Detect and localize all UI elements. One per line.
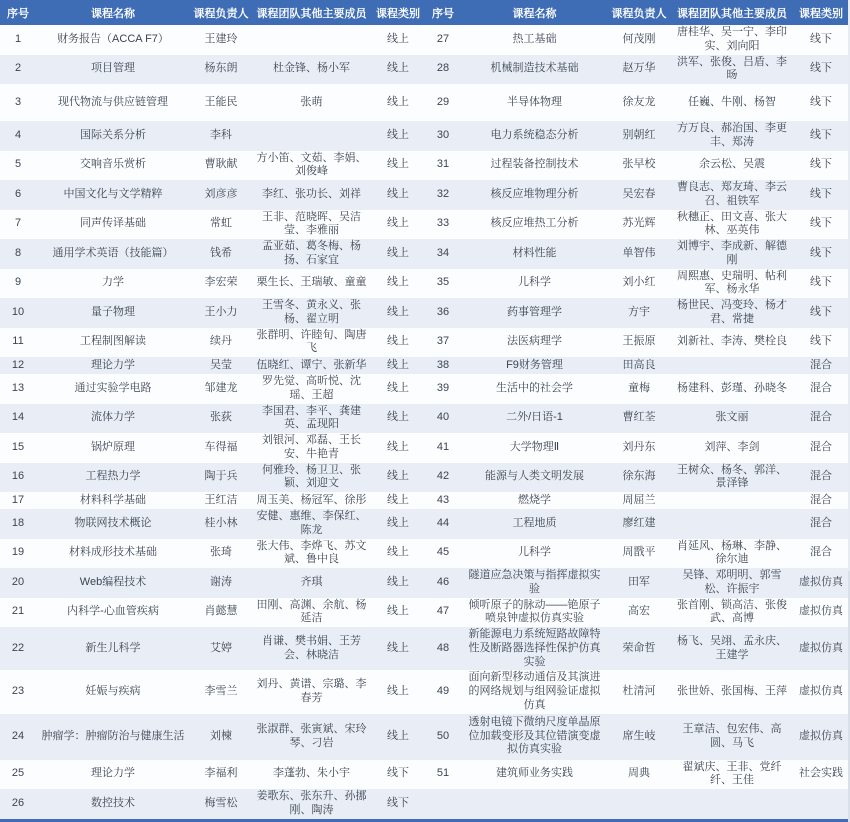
category-cell-right: 虚拟仿真 (799, 729, 843, 742)
col-header-seq-right: 序号 (425, 0, 461, 25)
category-cell-left: 线上 (387, 158, 409, 171)
members-cell-left: 方小笛、文茹、李娟、刘俊峰 (256, 151, 367, 178)
leader-cell-right: 方宇 (628, 305, 650, 318)
members-cell-left: 张淑群、张寅斌、宋玲琴、刁岩 (256, 722, 367, 749)
leader-cell-left: 张荻 (210, 411, 232, 424)
leader-cell-right: 童梅 (628, 381, 650, 394)
category-cell-left: 线上 (387, 605, 409, 618)
course-name-cell-right: 面向新型移动通信及其演进的网络规划与组网验证虚拟仿真 (468, 671, 601, 711)
course-name-cell-left: 项目管理 (91, 62, 135, 75)
category-cell-right: 线下 (810, 276, 832, 289)
leader-cell-left: 车得福 (204, 440, 238, 453)
course-row (0, 210, 848, 240)
category-cell-left: 线上 (387, 217, 409, 230)
course-row (0, 84, 848, 121)
course-name-cell-right: F9财务管理 (506, 358, 563, 371)
leader-cell-left: 钱希 (210, 246, 232, 259)
seq-cell-right: 35 (436, 276, 450, 289)
seq-cell-right: 32 (436, 187, 450, 200)
course-row (0, 374, 848, 404)
seq-cell-left: 1 (14, 32, 22, 45)
leader-cell-left: 谢涛 (210, 575, 232, 588)
leader-cell-right: 田高良 (622, 358, 656, 371)
category-cell-left: 线上 (387, 246, 409, 259)
course-name-cell-right: 大学物理Ⅱ (509, 440, 560, 453)
seq-cell-right: 49 (436, 685, 450, 697)
seq-cell-left: 5 (14, 158, 22, 171)
seq-cell-right: 29 (436, 95, 450, 108)
members-cell-left: 伍晓红、谭宁、张新华 (256, 358, 367, 371)
category-cell-right: 线下 (810, 95, 832, 108)
col-header-members-right: 课程团队其他主要成员 (670, 0, 794, 25)
course-name-cell-right: 生活中的社会学 (496, 381, 573, 394)
members-cell-right (670, 492, 794, 509)
leader-cell-right: 荣命哲 (622, 641, 656, 654)
seq-cell-left: 19 (11, 546, 25, 559)
members-cell-left: 张群明、许睦旬、陶唐飞 (256, 328, 367, 355)
members-cell-left: 罗先觉、高昕悦、沈瑶、王超 (262, 375, 361, 401)
category-cell-right: 线下 (810, 158, 832, 171)
course-name-cell-left: 通过实验学电路 (74, 381, 152, 394)
seq-cell-left: 16 (11, 470, 25, 483)
leader-cell-right: 赵万华 (622, 62, 656, 75)
seq-cell-left: 4 (14, 128, 22, 141)
members-cell-right: 曹良志、郑友琦、李云召、祖铁军 (677, 181, 787, 207)
course-row (0, 714, 848, 760)
course-name-cell-right: 机械制造技术基础 (490, 62, 579, 75)
members-cell-right: 张首刚、锁高洁、张俊武、高博 (677, 598, 787, 625)
members-cell-right: 刘博宇、李成新、解德刚 (677, 240, 787, 266)
members-cell-left: 李红、张功长、刘祥 (262, 187, 361, 200)
category-cell-right: 混合 (810, 546, 832, 559)
category-cell-left: 线上 (387, 128, 409, 141)
course-name-cell-left: 内科学-心血管疾病 (67, 605, 159, 618)
seq-cell-left: 12 (11, 358, 25, 371)
seq-cell-left: 13 (11, 381, 25, 394)
members-cell-right: 杨飞、吴翊、孟永庆、王建学 (677, 634, 787, 661)
seq-cell-left: 20 (11, 575, 25, 588)
course-name-cell-right: 能源与人类文明发展 (485, 470, 584, 483)
category-cell-right: 混合 (810, 411, 832, 424)
members-cell-right: 翟斌庆、王非、党纤纤、王佳 (682, 760, 782, 787)
category-cell-left: 线上 (387, 335, 409, 348)
category-cell-left: 线上 (387, 493, 409, 506)
members-cell-left: 李蓬勃、朱小宇 (273, 767, 350, 780)
leader-cell-right: 单智伟 (622, 246, 656, 259)
category-cell-right: 线下 (810, 32, 832, 45)
course-row (0, 55, 848, 85)
seq-cell-left: 14 (11, 411, 25, 424)
members-cell-left: 肖谦、樊书娟、王芳会、林晓洁 (262, 634, 361, 661)
leader-cell-left: 王红洁 (204, 493, 238, 506)
seq-cell-right: 45 (436, 546, 450, 559)
members-cell-left: 王雪冬、黄永义、张杨、翟立明 (262, 299, 361, 325)
category-cell-left: 线下 (387, 767, 409, 780)
course-name-cell-right: 儿科学 (518, 546, 551, 559)
seq-cell-right: 50 (436, 729, 450, 742)
leader-cell-left: 吴莹 (210, 358, 232, 371)
leader-cell-left: 桂小林 (204, 516, 238, 529)
category-cell-right: 线下 (810, 246, 832, 259)
col-header-course-right: 课程名称 (461, 0, 608, 25)
seq-cell-right: 46 (436, 575, 450, 588)
seq-cell-left: 17 (11, 493, 25, 506)
seq-cell-left: 22 (11, 641, 25, 654)
course-name-cell-left: 工程制图解读 (80, 335, 146, 348)
members-cell-left: 周玉美、杨冠军、徐彤 (256, 493, 367, 506)
course-row (0, 328, 848, 358)
category-cell-left: 线上 (387, 470, 409, 483)
seq-cell-left: 2 (14, 62, 22, 75)
category-cell-left: 线上 (387, 411, 409, 424)
members-cell-right (670, 357, 794, 374)
category-cell-left: 线上 (387, 381, 409, 394)
seq-cell-left: 3 (14, 95, 22, 108)
leader-cell-right: 徐友龙 (622, 95, 656, 108)
seq-cell-right: 33 (436, 217, 450, 230)
course-row (0, 121, 848, 151)
seq-cell-right: 40 (436, 411, 450, 424)
course-name-cell-left: 通用学术英语（技能篇） (52, 246, 174, 259)
seq-cell-left: 21 (11, 605, 25, 618)
seq-cell-left: 7 (14, 217, 22, 230)
course-name-cell-right: 药事管理学 (507, 305, 562, 318)
members-cell-left: 栗生长、王瑞敏、童童 (256, 276, 367, 289)
seq-cell-right: 42 (436, 470, 450, 483)
course-name-cell-right: 新能源电力系统短路故障特性及断路器选择性保护仿真实验 (468, 628, 601, 668)
category-cell-right: 线下 (810, 128, 832, 141)
leader-cell-right: 别朝红 (622, 128, 656, 141)
course-name-cell-left: 中国文化与文学精粹 (63, 187, 163, 200)
leader-cell-right: 田军 (628, 575, 650, 588)
course-name-cell-right: 燃烧学 (518, 493, 551, 506)
leader-cell-right: 周典 (628, 767, 650, 780)
members-cell-right: 方万良、郝治国、李更丰、郑涛 (677, 122, 787, 148)
members-cell-right: 肖延风、杨琳、李静、徐尔迪 (677, 539, 787, 566)
course-name-cell-right: 透射电镜下微纳尺度单晶原位加载变形及其位错演变虚拟仿真实验 (468, 715, 601, 756)
course-name-cell-left: 量子物理 (91, 305, 135, 318)
course-name-cell-left: 锅炉原理 (91, 440, 135, 453)
category-cell-right: 线下 (810, 217, 832, 230)
seq-cell-right: 51 (436, 767, 450, 780)
seq-cell-right: 31 (436, 158, 450, 171)
category-cell-left: 线上 (387, 305, 409, 318)
course-name-cell-left: 同声传译基础 (80, 217, 146, 230)
leader-cell-right: 刘小红 (622, 276, 656, 289)
course-row (0, 539, 848, 569)
members-cell-right: 刘新社、李涛、樊栓良 (677, 335, 787, 348)
members-cell-left: 齐琪 (300, 575, 323, 588)
seq-cell-left: 9 (14, 276, 22, 289)
category-cell-right: 社会实践 (799, 767, 843, 780)
leader-cell-left: 李福利 (204, 767, 238, 780)
course-row (0, 180, 848, 210)
category-cell-right: 混合 (810, 358, 832, 371)
leader-cell-left: 李雪兰 (204, 685, 238, 697)
leader-cell-right: 高宏 (628, 605, 650, 618)
members-cell-left: 张大伟、李烨飞、苏文斌、鲁中良 (256, 539, 367, 566)
course-name-cell-left: 现代物流与供应链管理 (58, 95, 168, 108)
leader-cell-right: 杜清河 (622, 685, 656, 697)
course-row (0, 492, 848, 509)
leader-cell-left: 常虹 (210, 217, 232, 230)
course-name-cell-right: 隧道应急决策与指挥虚拟实验 (468, 569, 601, 595)
members-cell-right: 杨世民、冯变玲、杨才君、常捷 (677, 299, 787, 325)
category-cell-left: 线下 (387, 796, 409, 809)
seq-cell-right: 47 (436, 605, 450, 618)
category-cell-right: 混合 (810, 493, 832, 506)
category-cell-right: 虚拟仿真 (799, 605, 843, 618)
course-name-cell-left: 工程热力学 (85, 470, 141, 483)
course-row (0, 463, 848, 493)
category-cell-right: 线下 (810, 335, 832, 348)
course-row (0, 760, 848, 790)
seq-cell-left: 10 (11, 305, 25, 318)
leader-cell-left: 刘楝 (210, 729, 232, 742)
leader-cell-right: 王振原 (622, 335, 656, 348)
course-name-cell-left: 国际关系分析 (80, 128, 146, 141)
course-row (0, 298, 848, 328)
members-cell-right: 任巍、牛刚、杨智 (688, 95, 776, 108)
seq-cell-left: 25 (11, 767, 25, 780)
members-cell-left: 王非、范晓晖、吴洁莹、李雅丽 (262, 210, 361, 237)
course-row (0, 509, 848, 539)
category-cell-right: 虚拟仿真 (799, 641, 843, 654)
category-cell-left: 线上 (387, 62, 409, 75)
category-cell-left: 线上 (387, 95, 409, 108)
course-name-cell-left: 材料科学基础 (80, 493, 146, 506)
seq-cell-left: 15 (11, 440, 25, 453)
category-cell-left: 线上 (387, 440, 409, 453)
category-cell-right: 线下 (810, 305, 832, 318)
members-cell-right: 秋穗正、田文喜、张大林、巫英伟 (677, 210, 787, 237)
category-cell-right: 线下 (810, 187, 832, 200)
leader-cell-right (608, 789, 670, 820)
category-cell-left: 线上 (387, 546, 409, 559)
members-cell-right (670, 789, 794, 820)
course-row (0, 404, 848, 434)
seq-cell-left: 6 (14, 187, 22, 200)
course-name-cell-left: 财务报告（ACCA F7） (57, 32, 169, 45)
seq-cell-left: 24 (11, 729, 25, 742)
seq-cell-right: 30 (436, 128, 450, 141)
members-cell-left: 姜歌东、张东升、孙挪刚、陶涛 (256, 790, 367, 816)
seq-cell-right: 38 (436, 358, 450, 371)
course-name-cell-right: 核反应堆热工分析 (490, 217, 579, 230)
seq-cell-right: 39 (436, 381, 450, 394)
category-cell-right: 混合 (810, 470, 832, 483)
members-cell-left: 孟亚茹、葛冬梅、杨扬、石家宜 (262, 240, 361, 266)
course-name-cell-left: 材料成形技术基础 (69, 546, 157, 559)
members-cell-left: 李国君、李平、龚建英、孟现阳 (262, 404, 361, 431)
course-name-cell-left: 新生儿科学 (85, 641, 141, 654)
leader-cell-left: 梅雪松 (204, 796, 238, 809)
category-cell-left: 线上 (387, 729, 409, 742)
leader-cell-left: 张琦 (210, 546, 232, 559)
course-name-cell-left: 肿瘤学：肿瘤防治与健康生活 (41, 729, 185, 742)
members-cell-right: 刘萍、李剑 (704, 440, 760, 453)
category-cell-right: 虚拟仿真 (799, 575, 843, 588)
course-name-cell-right: 工程地质 (512, 516, 557, 529)
members-cell-left (252, 121, 371, 151)
course-row (0, 789, 848, 820)
seq-cell-right: 34 (436, 246, 450, 259)
course-name-cell-right: 建筑师业务实践 (496, 767, 573, 780)
members-cell-right: 唐桂华、吴一宁、李印实、刘向阳 (677, 26, 787, 52)
seq-cell-right: 48 (436, 641, 450, 654)
seq-cell-right: 44 (436, 516, 450, 529)
category-cell-right: 线下 (810, 62, 832, 75)
category-cell-left: 线上 (387, 575, 409, 588)
leader-cell-left: 刘彦彦 (204, 187, 238, 200)
leader-cell-right: 苏光辉 (622, 217, 656, 230)
seq-cell-right: 41 (436, 440, 450, 453)
course-row (0, 627, 848, 670)
leader-cell-right: 徐东海 (622, 470, 656, 483)
leader-cell-right: 刘丹东 (622, 440, 656, 453)
course-row (0, 151, 848, 181)
course-row (0, 568, 848, 598)
course-name-cell-right (461, 789, 608, 820)
members-cell-left (252, 25, 371, 55)
members-cell-left: 张萌 (300, 95, 323, 108)
course-row (0, 433, 848, 463)
category-cell-left: 线上 (387, 358, 409, 371)
leader-cell-right: 周屈兰 (622, 493, 656, 506)
seq-cell-right: 37 (436, 335, 450, 348)
members-cell-left: 何雅玲、杨卫卫、张颖、刘迎文 (262, 463, 361, 490)
members-cell-right: 吴锋、邓明明、郭雪松、许振宇 (682, 569, 782, 595)
seq-cell-left: 8 (14, 246, 22, 259)
members-cell-left: 安健、惠维、李保红、陈龙 (256, 510, 367, 536)
category-cell-left: 线上 (387, 685, 409, 697)
category-cell-right: 混合 (810, 516, 832, 529)
seq-cell-left: 23 (11, 685, 25, 697)
members-cell-left: 田刚、高渊、余航、杨延洁 (256, 598, 367, 625)
course-name-cell-right: 半导体物理 (507, 95, 562, 108)
category-cell-right: 混合 (810, 440, 832, 453)
seq-cell-left: 26 (11, 796, 25, 809)
category-cell-left: 线上 (387, 276, 409, 289)
leader-cell-right: 周戬平 (622, 546, 656, 559)
leader-cell-left: 王小力 (204, 305, 238, 318)
leader-cell-right: 席生岐 (622, 729, 656, 742)
seq-cell-right: 27 (436, 32, 450, 45)
leader-cell-left: 李宏荣 (204, 276, 238, 289)
seq-cell-right (425, 789, 461, 820)
leader-cell-left: 邹建龙 (204, 381, 238, 394)
course-name-cell-left: 理论力学 (91, 358, 135, 371)
leader-cell-right: 张早校 (622, 158, 656, 171)
leader-cell-left: 肖懿慧 (204, 605, 238, 618)
category-cell-left: 线上 (387, 516, 409, 529)
table-body (0, 25, 848, 820)
course-row (0, 357, 848, 374)
course-name-cell-left: 流体力学 (91, 411, 135, 424)
table-header-row (0, 0, 848, 25)
seq-cell-right: 28 (436, 62, 450, 75)
members-cell-right: 张文丽 (715, 411, 749, 424)
course-row (0, 269, 848, 299)
course-name-cell-right: 材料性能 (512, 246, 557, 259)
course-name-cell-right: 法医病理学 (507, 335, 562, 348)
seq-cell-left: 11 (12, 335, 24, 348)
col-header-members-left: 课程团队其他主要成员 (252, 0, 371, 25)
course-name-cell-right: 二外/日语-1 (506, 411, 563, 424)
leader-cell-right: 廖红建 (622, 516, 656, 529)
course-name-cell-left: 交响音乐赏析 (80, 158, 146, 171)
members-cell-right: 杨建科、彭瑾、孙晓冬 (677, 381, 787, 394)
seq-cell-right: 43 (436, 493, 450, 506)
members-cell-right: 洪军、张俊、吕盾、李旸 (677, 55, 787, 82)
members-cell-right: 张世娇、张国梅、王萍 (677, 685, 787, 697)
leader-cell-right: 何茂刚 (622, 32, 656, 45)
members-cell-right: 王章洁、包宏伟、高圆、马飞 (682, 722, 782, 749)
seq-cell-right: 36 (436, 305, 450, 318)
course-name-cell-left: 妊娠与疾病 (85, 685, 141, 697)
course-name-cell-right: 儿科学 (518, 276, 551, 289)
col-header-category-right: 课程类别 (794, 0, 848, 25)
col-header-seq-left: 序号 (0, 0, 36, 25)
course-row (0, 239, 848, 269)
course-name-cell-right: 过程装备控制技术 (490, 158, 579, 171)
leader-cell-left: 陶于兵 (204, 470, 238, 483)
course-name-cell-right: 电力系统稳态分析 (490, 128, 579, 141)
leader-cell-left: 杨东朗 (204, 62, 238, 75)
leader-cell-left: 李科 (210, 128, 232, 141)
leader-cell-left: 曹耿献 (204, 158, 238, 171)
course-name-cell-right: 核反应堆物理分析 (490, 187, 579, 200)
category-cell-right: 虚拟仿真 (799, 685, 843, 697)
members-cell-right: 余云松、吴震 (699, 158, 765, 171)
members-cell-left: 刘丹、黄谱、宗璐、李春芳 (256, 678, 367, 704)
col-header-category-left: 课程类别 (371, 0, 425, 25)
col-header-course-left: 课程名称 (36, 0, 190, 25)
course-row (0, 598, 848, 628)
members-cell-right: 王树众、杨冬、郭洋、景泽锋 (677, 463, 787, 490)
course-name-cell-right: 热工基础 (512, 32, 557, 45)
course-name-cell-left: 数控技术 (91, 796, 135, 809)
members-cell-right: 周熙惠、史瑞明、帖利军、杨永华 (677, 269, 787, 296)
leader-cell-left: 艾婷 (210, 641, 232, 654)
leader-cell-right: 曹红荃 (622, 411, 656, 424)
course-name-cell-right: 倾听原子的脉动——铯原子喷泉钟虚拟仿真实验 (468, 598, 601, 625)
category-cell-right (794, 789, 848, 820)
category-cell-left: 线上 (387, 187, 409, 200)
category-cell-left: 线上 (387, 32, 409, 45)
course-name-cell-left: 力学 (102, 276, 124, 289)
course-name-cell-left: 理论力学 (91, 767, 135, 780)
course-name-cell-left: 物联网技术概论 (74, 516, 152, 529)
col-header-leader-right: 课程负责人 (608, 0, 670, 25)
leader-cell-left: 王能民 (204, 95, 238, 108)
course-row (0, 670, 848, 713)
members-cell-right (670, 509, 794, 539)
leader-cell-left: 续丹 (210, 335, 232, 348)
category-cell-left: 线上 (387, 641, 409, 654)
course-row (0, 25, 848, 55)
seq-cell-left: 18 (11, 516, 25, 529)
members-cell-left: 刘银河、邓磊、王长安、牛艳青 (262, 434, 361, 460)
leader-cell-right: 吴宏春 (622, 187, 656, 200)
col-header-leader-left: 课程负责人 (190, 0, 252, 25)
members-cell-left: 杜金锋、杨小军 (273, 62, 350, 75)
course-name-cell-left: Web编程技术 (79, 575, 147, 588)
category-cell-right: 混合 (810, 381, 832, 394)
leader-cell-left: 王建玲 (204, 32, 238, 45)
